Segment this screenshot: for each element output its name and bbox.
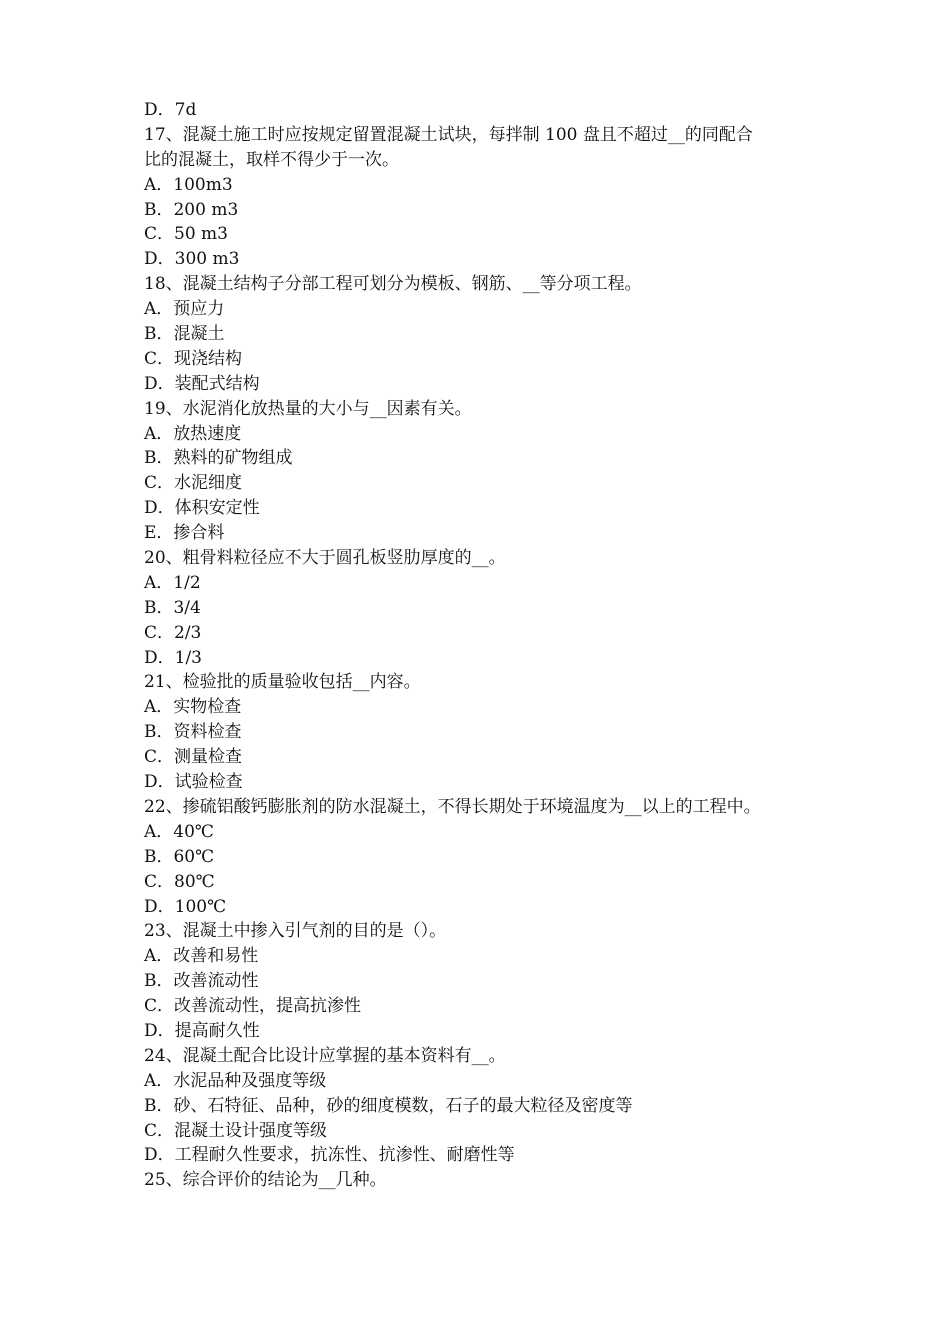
option-line: B．混凝土	[144, 324, 225, 345]
option-line: B．改善流动性	[144, 971, 259, 992]
option-line: C．混凝土设计强度等级	[144, 1120, 328, 1141]
question-line: 20、粗骨料粒径应不大于圆孔板竖肋厚度的__。	[144, 548, 506, 569]
question-line: 23、混凝土中掺入引气剂的目的是（）。	[144, 921, 447, 942]
option-line: D．1/3	[144, 647, 202, 668]
option-line: C．2/3	[144, 622, 202, 643]
option-line: D．300 m3	[144, 249, 240, 270]
option-line: B．60℃	[144, 846, 215, 867]
option-line: A．放热速度	[144, 423, 242, 444]
option-line: D．试验检查	[144, 772, 243, 793]
option-line: C．测量检查	[144, 747, 243, 768]
option-line: A．预应力	[144, 299, 225, 320]
option-line: A．水泥品种及强度等级	[144, 1070, 327, 1091]
question-line: 25、综合评价的结论为__几种。	[144, 1170, 387, 1191]
option-line: B．资料检查	[144, 722, 242, 743]
option-line: B．砂、石特征、品种，砂的细度模数，石子的最大粒径及密度等	[144, 1095, 633, 1116]
option-line: D．提高耐久性	[144, 1020, 260, 1041]
option-line: C．80℃	[144, 871, 215, 892]
question-line: 21、检验批的质量验收包括__内容。	[144, 672, 421, 693]
option-line: C．50 m3	[144, 224, 228, 245]
question-line: 22、掺硫铝酸钙膨胀剂的防水混凝土，不得长期处于环境温度为__以上的工程中。	[144, 796, 761, 817]
option-line: C．改善流动性，提高抗渗性	[144, 996, 362, 1017]
option-line: B．200 m3	[144, 199, 239, 220]
option-line: A．1/2	[144, 572, 201, 593]
question-line: 24、混凝土配合比设计应掌握的基本资料有__。	[144, 1045, 506, 1066]
option-line: A．100m3	[144, 174, 233, 195]
option-line: A．40℃	[144, 821, 214, 842]
option-line: D．体积安定性	[144, 498, 260, 519]
option-line: C．现浇结构	[144, 348, 243, 369]
option-line: D．7d	[144, 100, 197, 120]
question-line: 19、水泥消化放热量的大小与__因素有关。	[144, 398, 472, 419]
option-line: B．熟料的矿物组成	[144, 448, 293, 469]
option-line: E．掺合料	[144, 523, 225, 544]
option-line: C．水泥细度	[144, 473, 243, 494]
option-line: B．3/4	[144, 597, 201, 618]
question-list	[144, 98, 824, 1193]
option-line: A．改善和易性	[144, 946, 259, 967]
option-line: D．装配式结构	[144, 373, 260, 394]
option-line: A．实物检查	[144, 697, 242, 718]
question-line: 比的混凝土，取样不得少于一次。	[144, 149, 399, 170]
option-line: D．工程耐久性要求，抗冻性、抗渗性、耐磨性等	[144, 1145, 515, 1166]
option-line: D．100℃	[144, 896, 227, 917]
question-line: 18、混凝土结构子分部工程可划分为模板、钢筋、__等分项工程。	[144, 274, 642, 295]
question-line: 17、混凝土施工时应按规定留置混凝土试块，每拌制 100 盘且不超过__的同配合	[144, 124, 753, 145]
